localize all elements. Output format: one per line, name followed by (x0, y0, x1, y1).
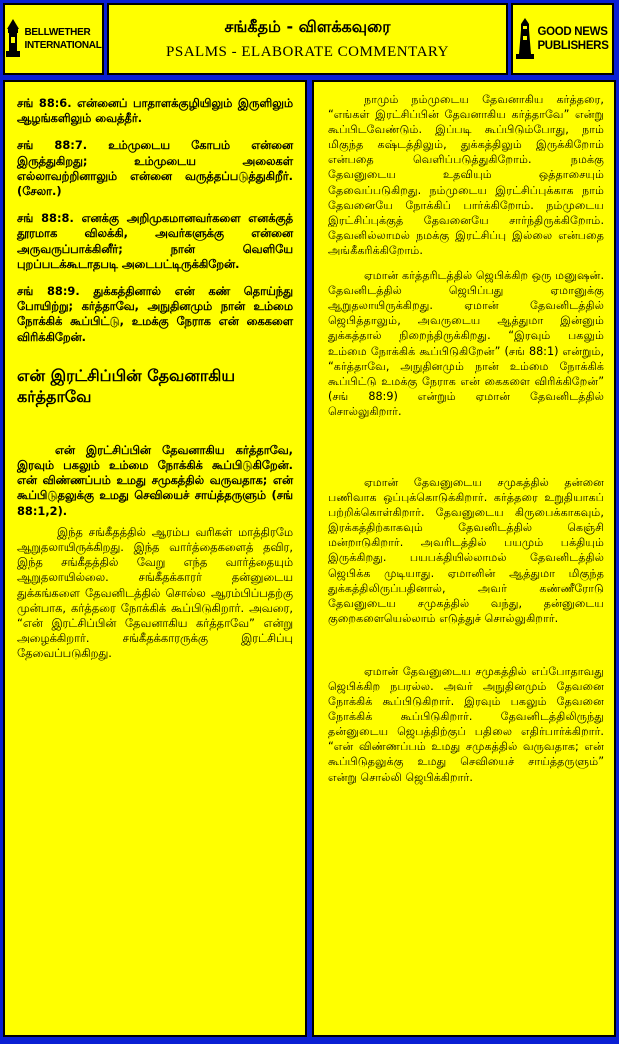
left-logo-line2: INTERNATIONAL (24, 40, 102, 51)
good-news-logo (511, 3, 614, 75)
section-heading: என் இரட்சிப்பின் தேவனாகிய கர்த்தாவே (17, 365, 236, 406)
bellwether-logo (3, 3, 104, 75)
verse-88-7: சங் 88:7. உம்முடைய கோபம் என்னை இருத்துகிறது; உம்முடைய அலைகள் எல்லாவற்றினாலும் என்னை வருத்தப்படுத்துகிறீர். (சேலா.) (17, 138, 293, 199)
left-column (3, 80, 307, 1037)
right-column (312, 80, 616, 1037)
right-logo-line2: PUBLISHERS (537, 40, 609, 52)
page-title-tamil: சங்கீதம் - விளக்கவுரை (224, 17, 391, 36)
right-paragraph-2: ஏமான் கர்த்தரிடத்தில் ஜெபிக்கிற ஒரு மனுஷன். தேவனிடத்தில் ஜெபிப்பது ஏமானுக்கு ஆறுதலாயிருக்கிறது. ஏமான் தேவனிடத்தில் ஜெபித்தாலும், அவருடைய ஆத்துமா இன்னும் துக்கத்தால் நிறைந்திருக்கிறது. “இரவும் பகலும் உம்மை நோக்கிக் கூப்பிடுகிறேன்” (சங் 88:1) என்றும், “கர்த்தாவே, அநுதினமும் நான் உம்மை நோக்கிக் கூப்பிட்டு உமக்கு நேராக என் கைகளை விரிக்கிறேன்” (சங் 88:9) என்றும் ஏமான் தேவனிடத்தில் சொல்லுகிறார். (328, 269, 604, 418)
page-header (3, 3, 616, 75)
lighthouse-icon (516, 18, 534, 60)
right-paragraph-3: ஏமான் தேவனுடைய சமுகத்தில் தன்னை பணிவாக ஒப்புக்கொடுக்கிறார். கர்த்தரை உறுதியாகப் பற்றிக்கொள்கிறார். தேவனுடைய கிருபைக்காகவும், இரக்கத்திற்காகவும் தேவனிடத்தில் கெஞ்சி மன்றாடுகிறார். அவரிடத்தில் பயமும் பக்தியும் இருக்கிறது. பயபக்தியில்லாமல் தேவனிடத்தில் ஜெபிக்க முடியாது. ஏமானின் ஆத்துமா மிகுந்த துக்கத்திலிருப்பதினால், அவர் கண்ணீரோடு தேவனுடைய சமுகத்தில் வந்து, தன்னுடைய குறைகளையெல்லாம் எடுத்துச் சொல்லுகிறார். (328, 475, 604, 625)
title-box (107, 3, 508, 75)
verse-88-8: சங் 88:8. எனக்கு அறிமுகமானவர்களை எனக்குத் தூரமாக விலக்கி, அவர்களுக்கு என்னை அருவருப்பாக்கினீர்; நான் வெளியே புறப்படக்கூடாதபடி அடைபட்டிருக்கிறேன். (17, 211, 293, 271)
page-title-english: PSALMS - ELABORATE COMMENTARY (166, 44, 449, 60)
right-paragraph-4: ஏமான் தேவனுடைய சமுகத்தில் எப்போதாவது ஜெபிக்கிற நபரல்ல. அவர் அநுதினமும் தேவனை நோக்கிக் கூப்பிடுகிறார். இரவும் பகலும் தேவனை நோக்கிக் கூப்பிடுகிறார். தேவனிடத்திலிருந்து தன்னுடைய ஜெபத்திற்குப் பதிலை எதிர்பார்க்கிறார். “என் விண்ணப்பம் உமது சமுகத்தில் வருவதாக; என் கூப்பிடுதலுக்கு உமது செவியைச் சாய்த்தருளும்” என்று சொல்லி ஜெபிக்கிறார். (328, 664, 604, 784)
right-paragraph-1: நாமும் நம்முடைய தேவனாகிய கர்த்தரை, “எங்கள் இரட்சிப்பின் தேவனாகிய கர்த்தாவே” என்று கூப்பிடவேண்டும். இப்படி கூப்பிடும்போது, நாம் மிகுந்த கஷ்டத்திலும், துக்கத்திலும் இருக்கிறோம் என்பதை வெளிப்படுத்துகிறோம். நமக்கு தேவனுடைய உதவியும் ஒத்தாசையும் தேவைப்படுகிறது. நம்முடைய இரட்சிப்புக்காக நாம் தேவனையே நோக்கிப் பார்க்கிறோம். நம்முடைய இரட்சிப்புக்குத் தேவனையே சார்ந்திருக்கிறோம். தேவனில்லாமல் நமக்கு இரட்சிப்பு இல்லை என்பதை அங்கீகரிக்கிறோம். (328, 93, 604, 257)
left-logo-line1: BELLWETHER (24, 27, 91, 38)
right-logo-line1: GOOD NEWS (537, 26, 608, 38)
verse-quote: என் இரட்சிப்பின் தேவனாகிய கர்த்தாவே, இரவும் பகலும் உம்மை நோக்கிக் கூப்பிடுகிறேன். என் விண்ணப்பம் உமது சமுகத்தில் வருவதாக; என் கூப்பிடுதலுக்கு உமது செவியைச் சாய்த்தருளும் (சங் 88:1,2). (17, 442, 293, 518)
verse-88-6: சங் 88:6. என்னைப் பாதாளக்குழியிலும் இருளிலும் ஆழங்களிலும் வைத்தீர். (17, 96, 293, 126)
bell-tower-icon (5, 19, 21, 59)
verse-88-9: சங் 88:9. துக்கத்தினால் என் கண் தொய்ந்து போயிற்று; கர்த்தாவே, அநுதினமும் நான் உம்மை நோக்கிக் கூப்பிட்டு, உமக்கு நேராக என் கைகளை விரிக்கிறேன். (17, 284, 293, 344)
body-paragraph: இந்த சங்கீதத்தில் ஆரம்ப வரிகள் மாத்திரமே ஆறுதலாயிருக்கிறது. இந்த வார்த்தைகளைத் தவிர, இந்த சங்கீதத்தில் வேறு எந்த வார்த்தையும் ஆறுதலாயில்லை. சங்கீதக்காரர் தன்னுடைய துக்கங்களை தேவனிடத்தில் சொல்ல ஆரம்பிப்பதற்கு முன்பாக, கர்த்தரை நோக்கிக் கூப்பிடுகிறார். அவரை, “என் இரட்சிப்பின் தேவனாகிய கர்த்தாவே” என்று அழைக்கிறார். சங்கீதக்காரருக்கு இரட்சிப்பு தேவைப்படுகிறது. (17, 524, 293, 661)
